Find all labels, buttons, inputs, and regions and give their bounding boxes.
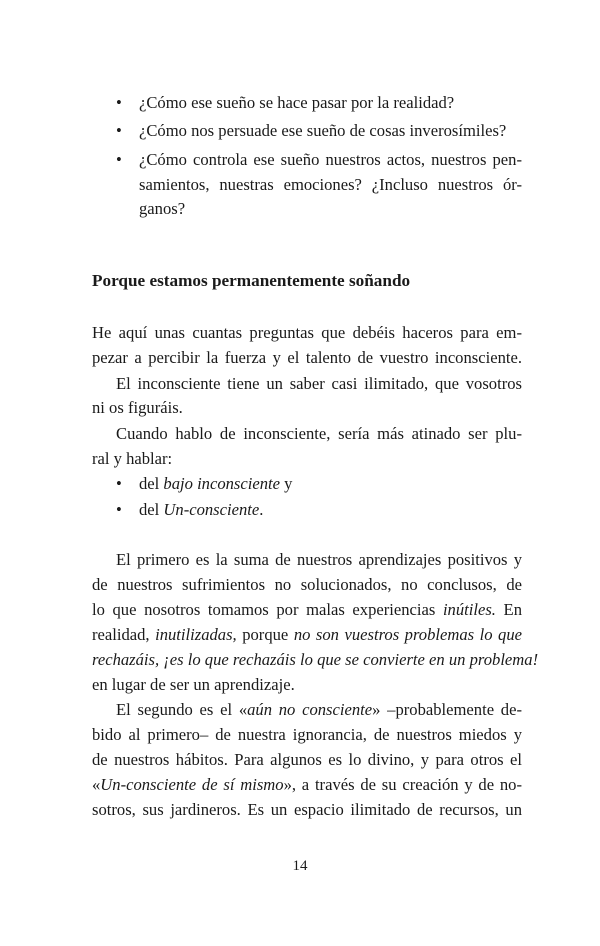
bullet-line: samientos, nuestras emociones? ¿Incluso nuestros ór- [139, 175, 522, 194]
page-number: 14 [292, 858, 308, 874]
paragraph-line: rechazáis, ¡es lo que rechazáis lo que se convierte en un problema! [92, 650, 539, 669]
bullet-dot: • [116, 93, 122, 112]
paragraph-line: lo que nosotros tomamos por malas experiencias inútiles. En [92, 600, 522, 619]
list-item-un-consciente: del Un-consciente. [139, 500, 264, 519]
paragraph-line: El primero es la suma de nuestros aprendizajes positivos y [116, 550, 522, 569]
bullet-line: ¿Cómo ese sueño se hace pasar por la realidad? [139, 93, 455, 112]
paragraph-line: en lugar de ser un aprendizaje. [92, 675, 295, 694]
paragraph-line: He aquí unas cuantas preguntas que debéis haceros para em- [92, 323, 522, 342]
paragraph-line: de nuestros hábitos. Para algunos es lo divino, y para otros el [92, 750, 522, 769]
bullet-dot: • [116, 500, 122, 519]
bullet-line: ganos? [139, 199, 186, 218]
bullet-dot: • [116, 474, 122, 493]
paragraph-line: El segundo es el «aún no consciente» –probablemente de- [116, 700, 522, 719]
paragraph-line: bido al primero– de nuestra ignorancia, de nuestros miedos y [92, 725, 522, 744]
paragraph-line: «Un-consciente de sí mismo», a través de su creación y de no- [92, 775, 522, 794]
list-item-bajo-inconsciente: del bajo inconsciente y [139, 474, 293, 493]
paragraph-line: El inconsciente tiene un saber casi ilimitado, que vosotros [116, 374, 522, 393]
paragraph-line: de nuestros sufrimientos no solucionados, no conclusos, de [92, 575, 522, 594]
bullet-dot: • [116, 121, 122, 140]
paragraph-line: pezar a percibir la fuerza y el talento de vuestro inconsciente. [92, 348, 522, 367]
bullet-dot: • [116, 150, 122, 169]
paragraph-line: ni os figuráis. [92, 398, 183, 417]
paragraph-line: realidad, inutilizadas, porque no son vuestros problemas lo que [92, 625, 522, 644]
paragraph-line: ral y hablar: [92, 449, 173, 468]
section-heading: Porque estamos permanentemente soñando [92, 271, 411, 290]
bullet-line: ¿Cómo nos persuade ese sueño de cosas inverosímiles? [139, 121, 507, 140]
paragraph-line: Cuando hablo de inconsciente, sería más atinado ser plu- [116, 424, 522, 443]
bullet-line: ¿Cómo controla ese sueño nuestros actos, nuestros pen- [139, 150, 522, 169]
paragraph-line: sotros, sus jardineros. Es un espacio ilimitado de recursos, un [92, 800, 522, 819]
